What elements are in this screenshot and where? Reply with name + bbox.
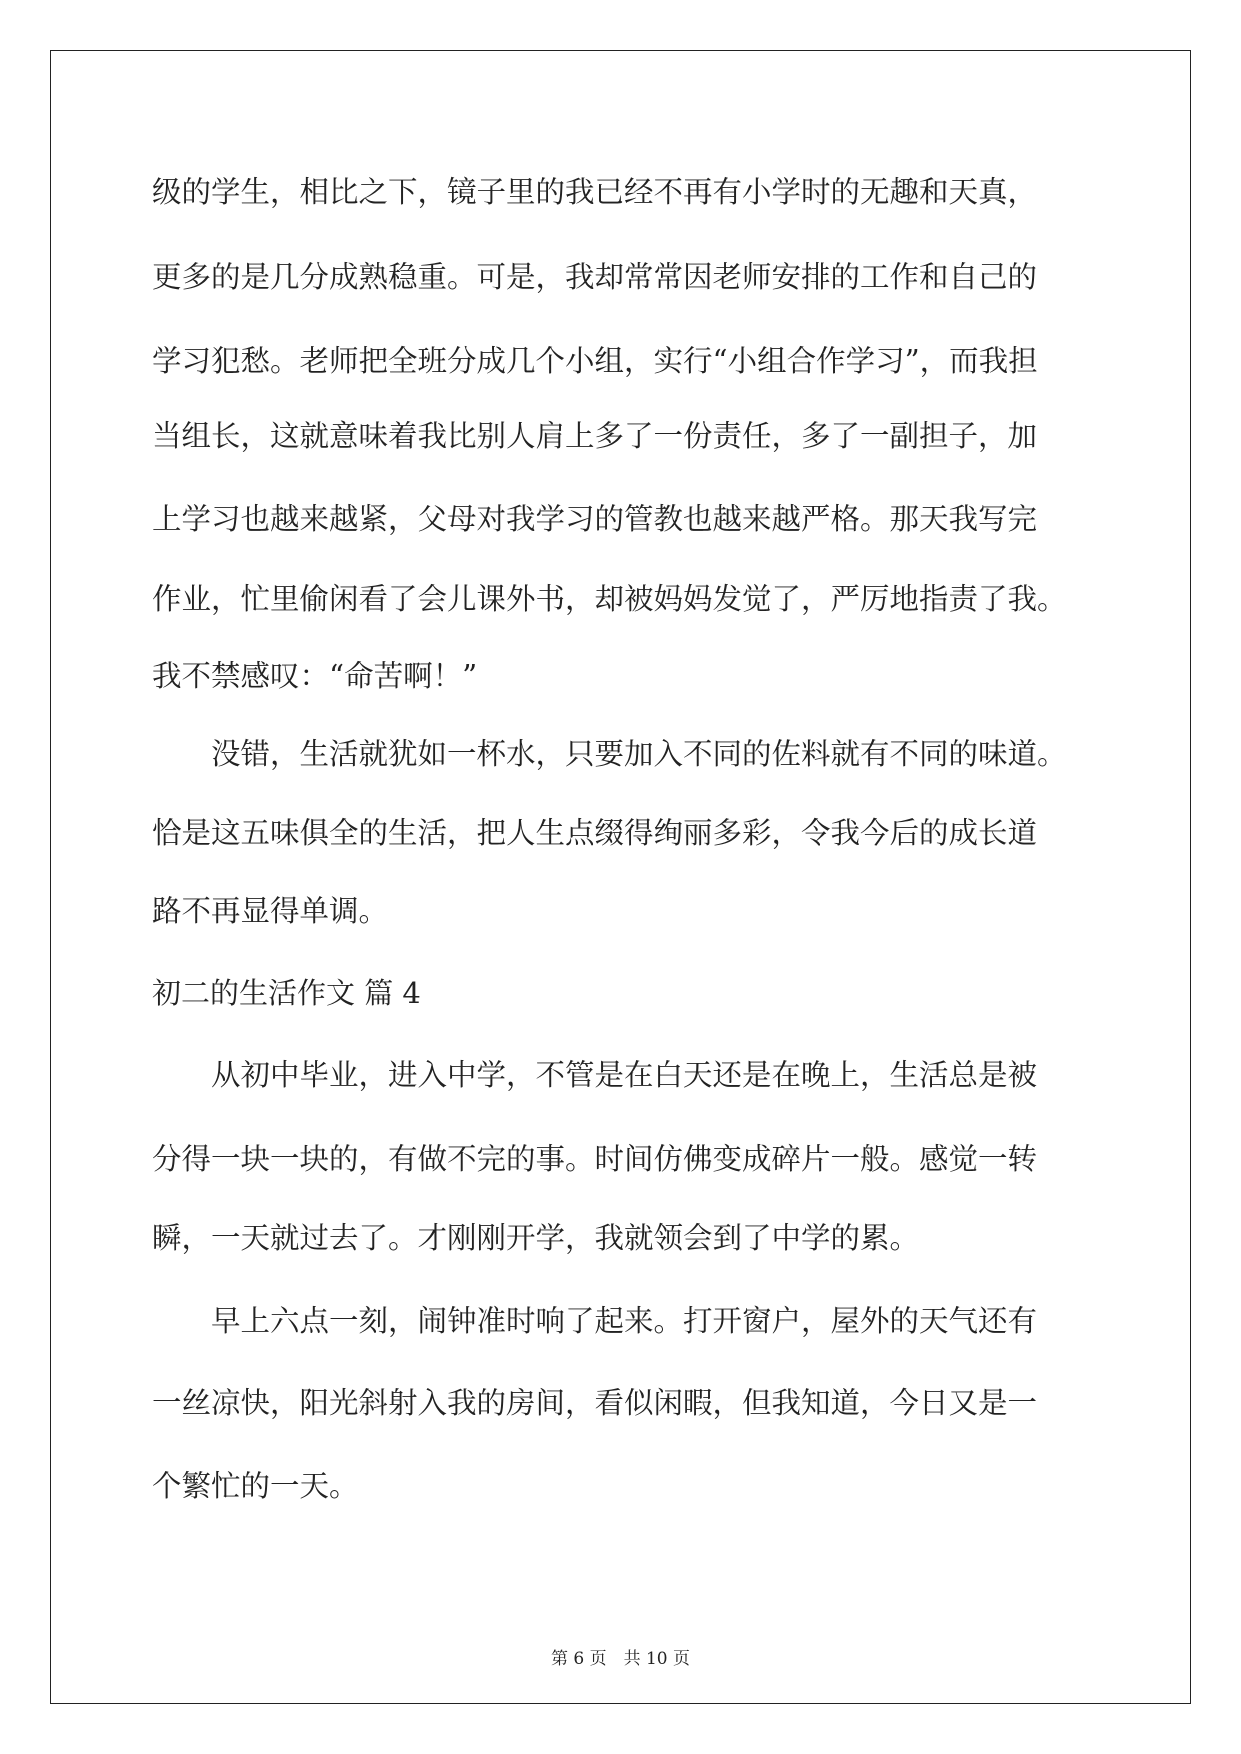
- body-text-line: 没错，生活就犹如一杯水，只要加入不同的佐料就有不同的味道。: [152, 737, 1067, 771]
- body-text-line: 作业，忙里偷闲看了会儿课外书，却被妈妈发觉了，严厉地指责了我。: [152, 582, 1067, 616]
- body-text-line: 分得一块一块的，有做不完的事。时间仿佛变成碎片一般。感觉一转: [152, 1142, 1038, 1176]
- body-text-line: 当组长，这就意味着我比别人肩上多了一份责任，多了一副担子，加: [152, 419, 1038, 453]
- body-text-line: 我不禁感叹：“命苦啊！”: [152, 659, 478, 693]
- body-text-line: 从初中毕业，进入中学，不管是在白天还是在晚上，生活总是被: [152, 1058, 1038, 1092]
- body-text-line: 上学习也越来越紧，父母对我学习的管教也越来越严格。那天我写完: [152, 502, 1038, 536]
- body-text-line: 级的学生，相比之下，镜子里的我已经不再有小学时的无趣和天真，: [152, 175, 1038, 209]
- body-text-line: 一丝凉快，阳光斜射入我的房间，看似闲暇，但我知道，今日又是一: [152, 1386, 1038, 1420]
- body-text-line: 恰是这五味俱全的生活，把人生点缀得绚丽多彩，令我今后的成长道: [152, 816, 1038, 850]
- section-heading: 初二的生活作文 篇 4: [152, 976, 421, 1010]
- body-text-line: 早上六点一刻，闹钟准时响了起来。打开窗户，屋外的天气还有: [152, 1304, 1038, 1338]
- body-text-line: 更多的是几分成熟稳重。可是，我却常常因老师安排的工作和自己的: [152, 260, 1038, 294]
- body-text-line: 学习犯愁。老师把全班分成几个小组，实行“小组合作学习”，而我担: [152, 344, 1038, 378]
- body-text-line: 路不再显得单调。: [152, 894, 389, 928]
- body-text-line: 个繁忙的一天。: [152, 1469, 359, 1503]
- page-number-footer: 第 6 页 共 10 页: [550, 1649, 691, 1669]
- body-text-line: 瞬，一天就过去了。才刚刚开学，我就领会到了中学的累。: [152, 1221, 920, 1255]
- page-border: [50, 50, 1191, 1704]
